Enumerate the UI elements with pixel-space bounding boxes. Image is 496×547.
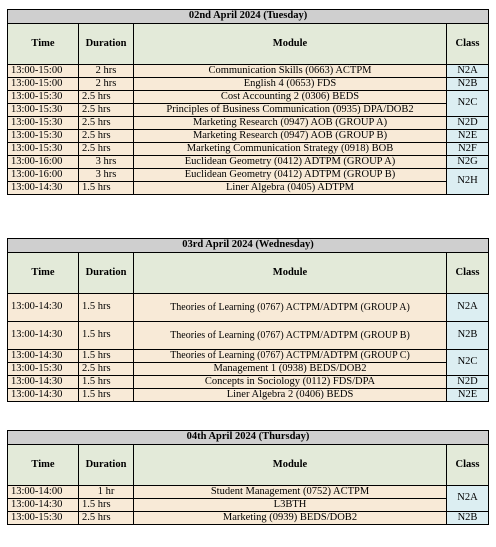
exam-table-tuesday [7,9,488,195]
table-row: 13:00-16:00 3 hrs Euclidean Geometry (0412) ADTPM (GROUP B) N2H [8,169,489,182]
header-duration: Duration [79,445,134,486]
class-cell: N2D [447,376,489,389]
class-cell: N2G [447,156,489,169]
table-row: 13:00-15:30 2.5 hrs Principles of Business Communication (0935) DPA/DOB2 [8,104,489,117]
class-cell: N2H [447,169,489,195]
class-cell: N2B [447,512,489,525]
table-row: 13:00-14:30 1.5 hrs L3BTH [8,499,489,512]
class-cell: N2B [447,78,489,91]
table-row: 13:00-14:30 1.5 hrs Theories of Learning (0767) ACTPM/ADTPM (GROUP B) N2B [8,322,489,350]
table-row: 13:00-15:30 2.5 hrs Cost Accounting 2 (0306) BEDS N2C [8,91,489,104]
table-row: 13:00-14:30 1.5 hrs Theories of Learning (0767) ACTPM/ADTPM (GROUP A) N2A [8,294,489,322]
header-class: Class [447,445,489,486]
table-row: 13:00-14:30 1.5 hrs Liner Algebra 2 (0406) BEDS N2E [8,389,489,402]
class-cell: N2E [447,389,489,402]
header-time: Time [8,445,79,486]
class-cell: N2B [447,322,489,350]
header-module: Module [134,253,447,294]
header-class: Class [447,24,489,65]
class-cell: N2A [447,486,489,512]
table-row: 13:00-15:30 2.5 hrs Marketing (0939) BEDS/DOB2 N2B [8,512,489,525]
table-row: 13:00-14:30 1.5 hrs Concepts in Sociology (0112) FDS/DPA N2D [8,376,489,389]
table-row: 13:00-14:30 1.5 hrs Liner Algebra (0405) ADTPM [8,182,489,195]
class-cell: N2A [447,294,489,322]
exam-table-thursday [7,430,488,525]
table-row: 13:00-15:30 2.5 hrs Marketing Communication Strategy (0918) BOB N2F [8,143,489,156]
exam-table-wednesday [7,238,488,402]
table-row: 13:00-15:30 2.5 hrs Marketing Research (0947) AOB (GROUP A) N2D [8,117,489,130]
header-class: Class [447,253,489,294]
day-title: 03rd April 2024 (Wednesday) [8,239,489,253]
class-cell: N2C [447,91,489,117]
day-title: 02nd April 2024 (Tuesday) [8,10,489,24]
table-row: 13:00-16:00 3 hrs Euclidean Geometry (0412) ADTPM (GROUP A) N2G [8,156,489,169]
day-title: 04th April 2024 (Thursday) [8,431,489,445]
header-module: Module [134,24,447,65]
table-row: 13:00-15:00 2 hrs Communication Skills (0663) ACTPM N2A [8,65,489,78]
class-cell: N2E [447,130,489,143]
table-row: 13:00-15:30 2.5 hrs Management 1 (0938) BEDS/DOB2 [8,363,489,376]
table-row: 13:00-15:00 2 hrs English 4 (0653) FDS N2B [8,78,489,91]
class-cell: N2F [447,143,489,156]
table-row: 13:00-14:30 1.5 hrs Theories of Learning (0767) ACTPM/ADTPM (GROUP C) N2C [8,350,489,363]
table-row: 13:00-15:30 2.5 hrs Marketing Research (0947) AOB (GROUP B) N2E [8,130,489,143]
class-cell: N2D [447,117,489,130]
header-module: Module [134,445,447,486]
class-cell: N2C [447,350,489,376]
header-duration: Duration [79,24,134,65]
header-duration: Duration [79,253,134,294]
header-time: Time [8,253,79,294]
class-cell: N2A [447,65,489,78]
header-time: Time [8,24,79,65]
table-row: 13:00-14:00 1 hr Student Management (0752) ACTPM N2A [8,486,489,499]
